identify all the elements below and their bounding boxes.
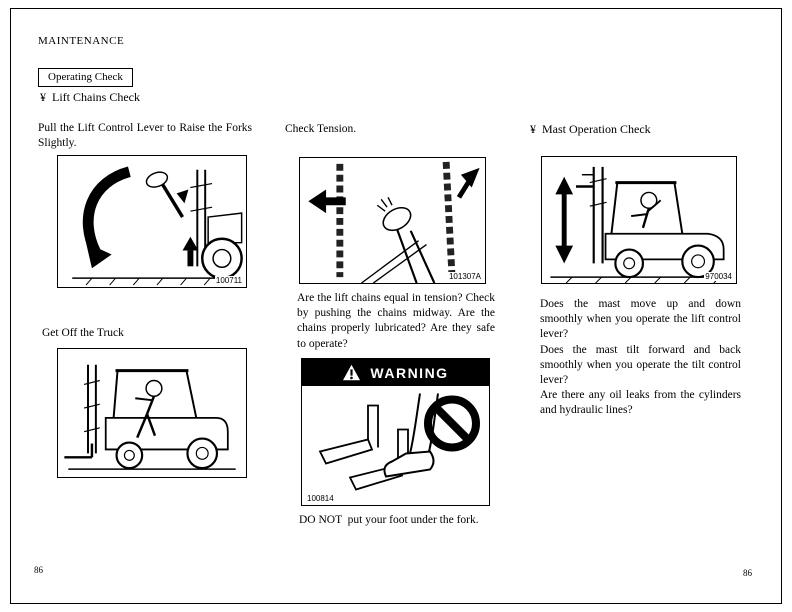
warning-header	[302, 359, 489, 386]
lift-lever-illustration	[58, 156, 246, 287]
mast-question-2: Does the mast tilt forward and back smoothly when you operate the tilt control lever?	[540, 343, 741, 386]
warning-box	[301, 358, 490, 506]
warning-triangle-icon	[342, 364, 361, 381]
figure-number: 970034	[705, 272, 732, 281]
warning-label: WARNING	[370, 364, 449, 381]
figure-check-tension	[299, 157, 486, 284]
mast-operation-illustration	[542, 157, 736, 283]
lift-chains-check-title: ¥ Lift Chains Check	[40, 90, 140, 104]
mast-operation-check-title: ¥ Mast Operation Check	[530, 122, 651, 136]
check-tension-illustration	[300, 158, 485, 283]
foot-under-fork-illustration	[302, 386, 489, 505]
figure-number: 100711	[215, 276, 242, 285]
do-not-caption: DO NOT put your foot under the fork.	[299, 514, 479, 526]
mast-question-1: Does the mast move up and down smoothly when you operate the lift control lever?	[540, 298, 741, 341]
operating-check-text: Operating Check	[48, 71, 123, 83]
figure-mast-operation	[541, 156, 737, 284]
get-off-truck-illustration	[58, 349, 246, 477]
pull-lever-caption: Pull the Lift Control Lever to Raise the Forks Slightly.	[38, 122, 252, 150]
page-header: MAINTENANCE	[38, 35, 125, 47]
mast-question-3: Are there any oil leaks from the cylinders and hydraulic lines?	[540, 389, 741, 417]
warning-figure	[302, 386, 489, 505]
figure-lift-lever	[57, 155, 247, 288]
tension-body-text: Are the lift chains equal in tension? Check by pushing the chains midway. Are the chains properly lubricated? Are they safe to operate?	[297, 292, 495, 350]
operating-check-label	[38, 68, 133, 87]
check-tension-caption: Check Tension.	[285, 123, 357, 135]
page-number-right: 86	[743, 568, 752, 578]
figure-number: 101307A	[448, 272, 481, 281]
figure-number: 100814	[307, 494, 334, 503]
get-off-caption: Get Off the Truck	[42, 327, 124, 339]
figure-get-off-truck	[57, 348, 247, 478]
page-number-left: 86	[34, 565, 43, 575]
mast-body-text	[540, 297, 741, 418]
